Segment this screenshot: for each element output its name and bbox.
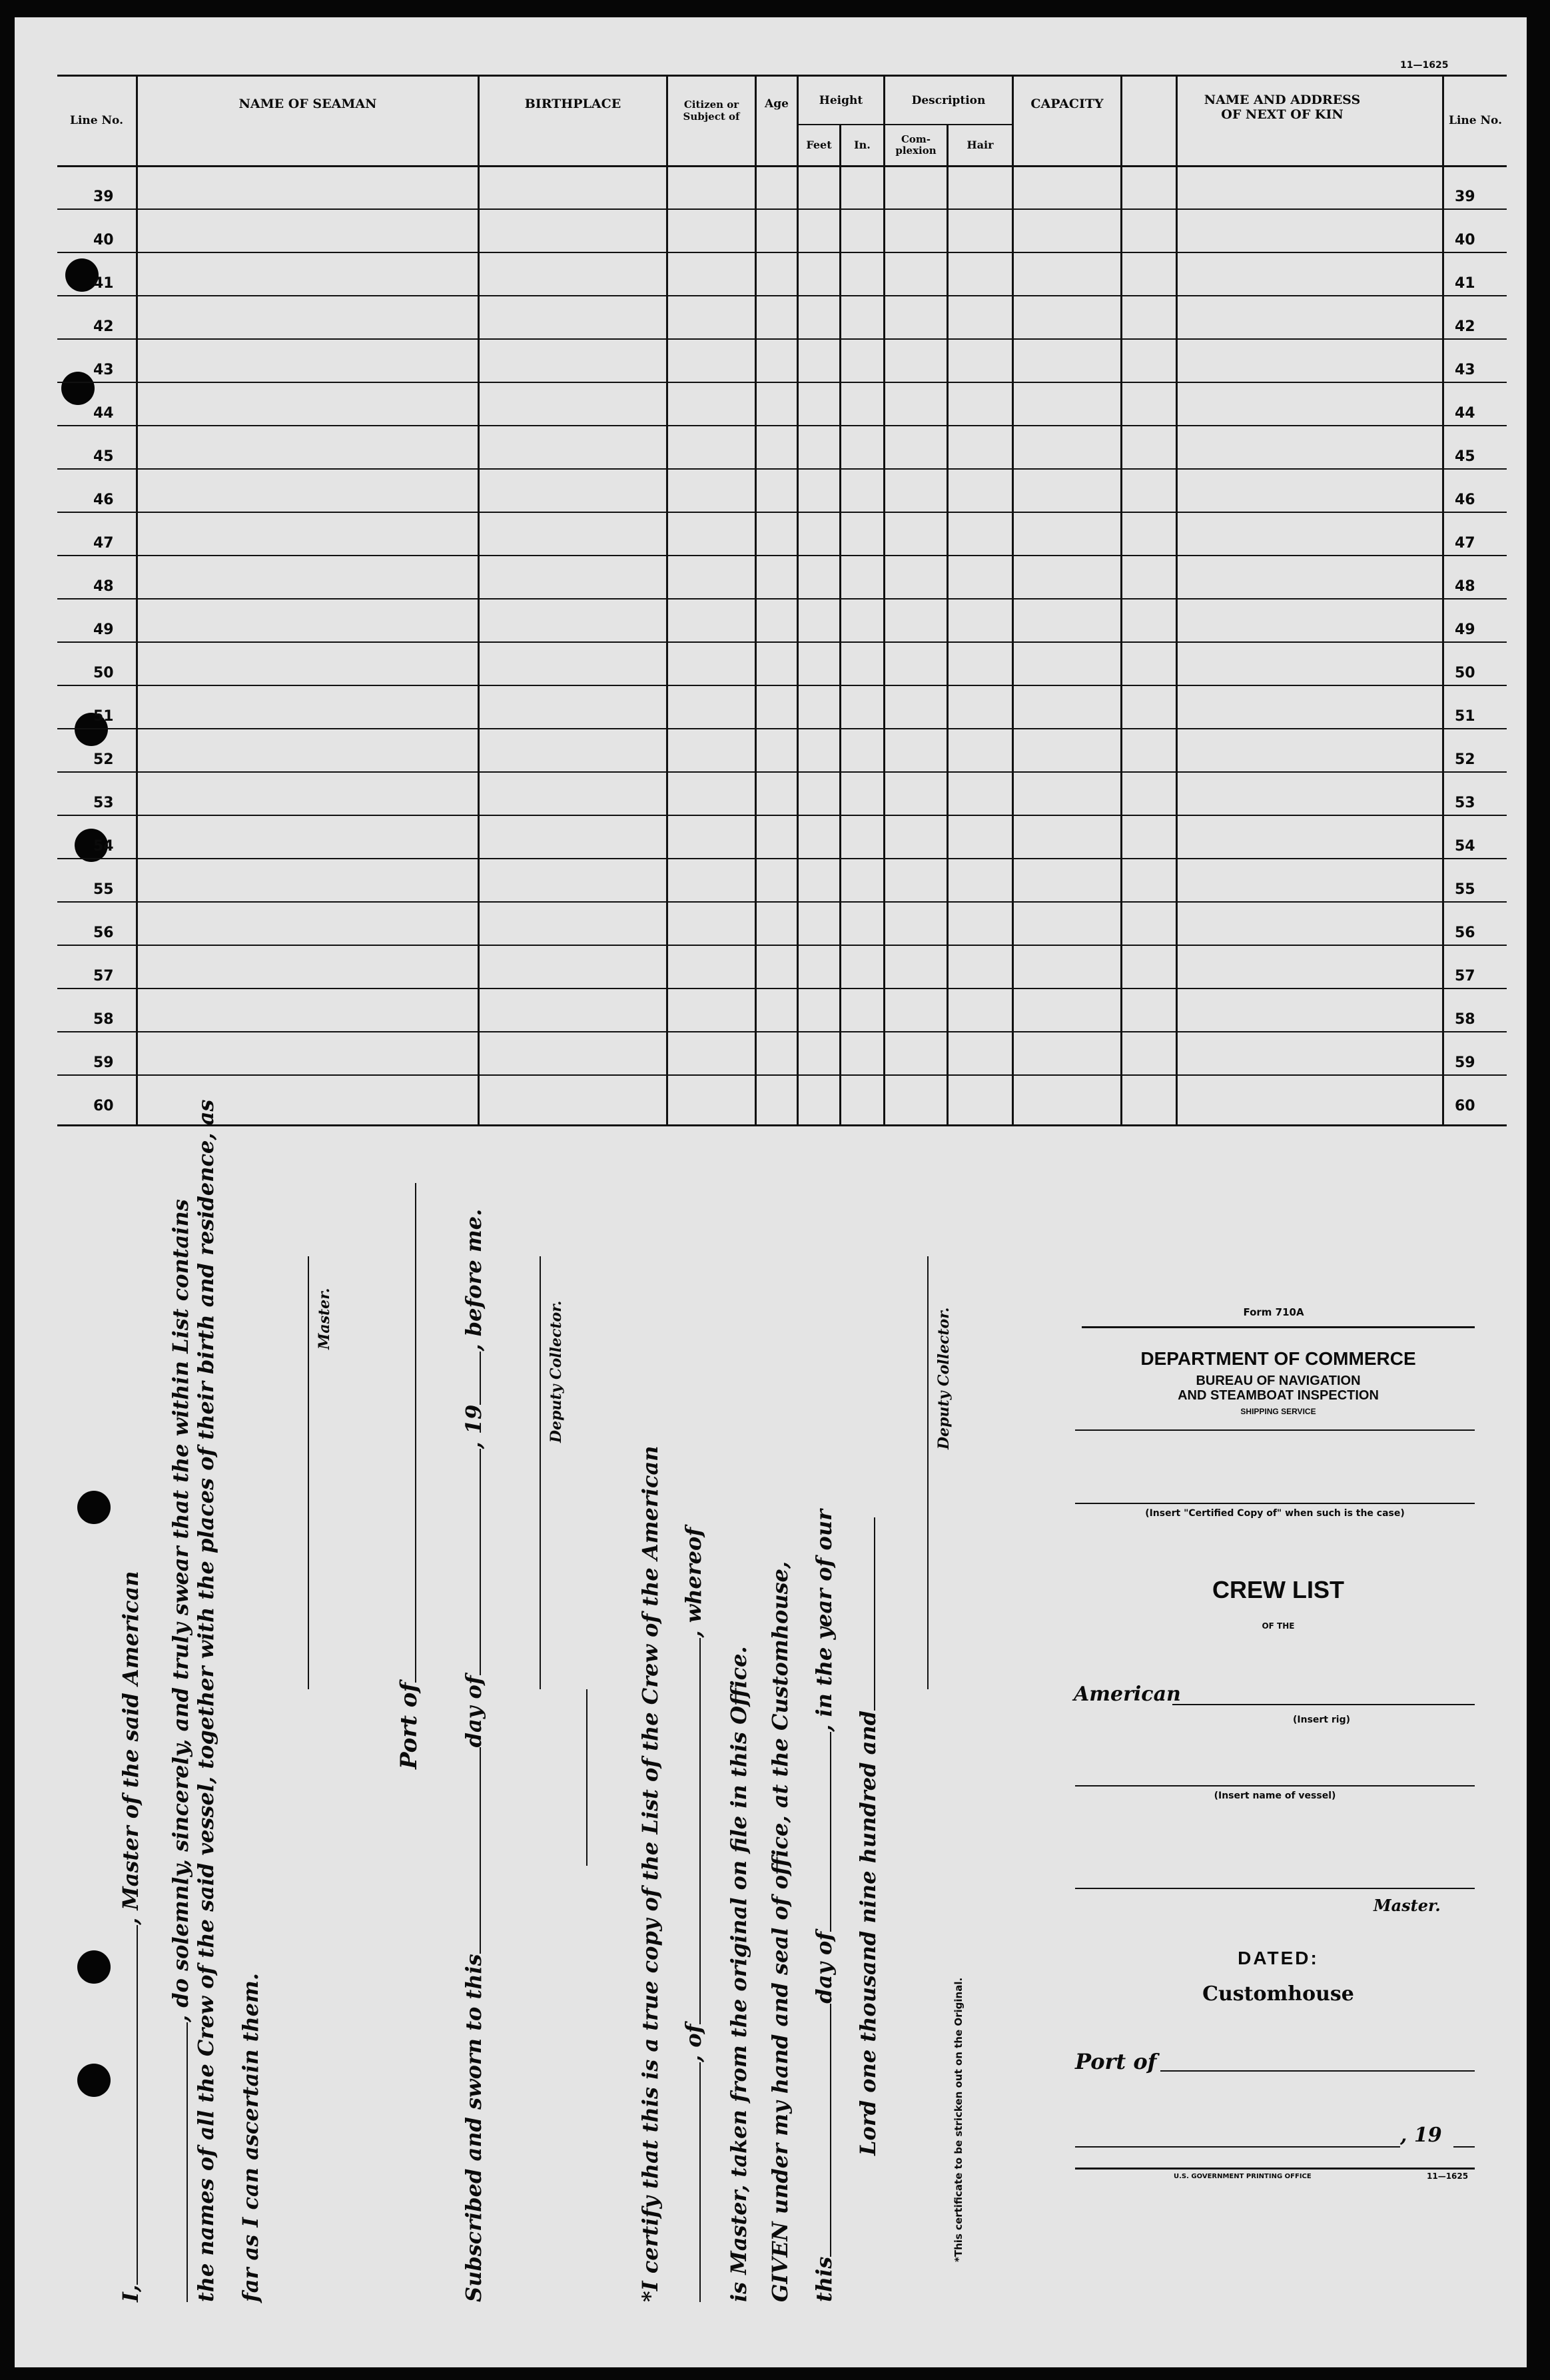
punch-hole xyxy=(77,1491,111,1524)
row-number-left: 45 xyxy=(93,448,114,465)
certificate-line-2: , of, whereof xyxy=(681,1527,706,2302)
row-number-left: 39 xyxy=(93,189,114,205)
row-number-right: 52 xyxy=(1455,751,1475,768)
row-number-right: 43 xyxy=(1455,362,1475,378)
row-number-right: 57 xyxy=(1455,968,1475,985)
row-rule xyxy=(57,338,1507,340)
row-number-left: 56 xyxy=(93,925,114,941)
row-number-right: 49 xyxy=(1455,621,1475,638)
bureau-line-2: AND STEAMBOAT INSPECTION xyxy=(1178,1388,1379,1403)
row-rule xyxy=(57,252,1507,253)
certificate-line-5: thisday of, in the year of our xyxy=(811,1509,837,2302)
subheader-rule xyxy=(799,124,883,125)
crew-list-form-page xyxy=(15,17,1527,2367)
oath-line-2: , do solemnly, sincerely, and truly swear that the within List contains xyxy=(168,1199,193,2302)
column-rule xyxy=(797,75,799,1124)
subheader-rule xyxy=(885,124,1012,125)
row-rule xyxy=(57,901,1507,903)
row-number-left: 44 xyxy=(93,405,114,422)
column-rule xyxy=(1120,75,1122,1124)
row-number-right: 42 xyxy=(1455,318,1475,335)
insert-name-note: (Insert name of vessel) xyxy=(1214,1790,1336,1801)
row-number-right: 55 xyxy=(1455,881,1475,898)
row-rule xyxy=(57,988,1507,989)
header-height: Height xyxy=(819,94,863,107)
column-rule xyxy=(947,124,949,1124)
row-rule xyxy=(57,295,1507,296)
row-rule xyxy=(57,468,1507,470)
header-citizen-subject-of: Citizen or Subject of xyxy=(683,99,740,123)
cover-rule-2 xyxy=(1075,1429,1475,1431)
row-number-right: 48 xyxy=(1455,578,1475,595)
row-number-left: 43 xyxy=(93,362,114,378)
oath-deputy-signature-line xyxy=(540,1256,541,1689)
bureau-line-1: BUREAU OF NAVIGATION xyxy=(1196,1374,1361,1388)
row-number-right: 39 xyxy=(1455,189,1475,205)
customhouse-label: Customhouse xyxy=(1202,1982,1354,2006)
row-number-left: 60 xyxy=(93,1098,114,1114)
cover-year-line xyxy=(1453,2146,1475,2148)
certificate-deputy-signature-line xyxy=(927,1256,929,1689)
row-rule xyxy=(57,815,1507,816)
row-number-left: 50 xyxy=(93,665,114,681)
row-rule xyxy=(57,641,1507,643)
oath-subscribed-line: Subscribed and sworn to thisday of, 19, before me. xyxy=(461,1208,486,2302)
row-rule xyxy=(57,598,1507,599)
row-number-left: 42 xyxy=(93,318,114,335)
insert-rig-note: (Insert rig) xyxy=(1293,1715,1350,1725)
punch-hole xyxy=(61,372,95,405)
header-birthplace: BIRTHPLACE xyxy=(524,97,621,111)
master-signature-line xyxy=(308,1256,309,1689)
column-rule xyxy=(1442,75,1444,1124)
header-next-of-kin: NAME AND ADDRESS OF NEXT OF KIN xyxy=(1204,93,1361,122)
cover-top-rule xyxy=(1082,1326,1475,1328)
cover-port-line xyxy=(1160,2070,1475,2072)
row-number-right: 46 xyxy=(1455,492,1475,508)
row-number-right: 53 xyxy=(1455,795,1475,811)
row-number-left: 53 xyxy=(93,795,114,811)
cover-port-of-label: Port of xyxy=(1075,2049,1157,2074)
column-rule xyxy=(839,124,841,1124)
row-rule xyxy=(57,771,1507,773)
table-top-rule xyxy=(57,75,1507,77)
certificate-line-6: Lord one thousand nine hundred and xyxy=(855,1517,881,2156)
column-rule xyxy=(755,75,757,1124)
row-rule xyxy=(57,425,1507,426)
certificate-line-1: *I certify that this is a true copy of the List of the Crew of the American xyxy=(637,1445,663,2302)
row-number-left: 47 xyxy=(93,535,114,552)
column-rule xyxy=(478,75,480,1124)
row-number-right: 56 xyxy=(1455,925,1475,941)
row-number-right: 54 xyxy=(1455,838,1475,855)
column-rule xyxy=(883,75,885,1124)
header-capacity: CAPACITY xyxy=(1030,97,1104,111)
oath-short-rule xyxy=(586,1689,587,1866)
row-number-right: 41 xyxy=(1455,275,1475,292)
row-number-left: 51 xyxy=(93,708,114,725)
oath-line-3: the names of all the Crew of the said vessel, together with the places of their birth and residence, as xyxy=(193,1099,218,2302)
header-line-no-right: Line No. xyxy=(1448,114,1502,127)
row-rule xyxy=(57,685,1507,686)
row-number-left: 54 xyxy=(93,838,114,855)
crew-list-title: CREW LIST xyxy=(1212,1576,1344,1603)
header-feet: Feet xyxy=(806,139,832,151)
row-rule xyxy=(57,555,1507,556)
row-number-left: 48 xyxy=(93,578,114,595)
column-rule xyxy=(1012,75,1014,1124)
of-the-label: OF THE xyxy=(1262,1621,1295,1631)
row-number-right: 50 xyxy=(1455,665,1475,681)
certificate-line-4: GIVEN under my hand and seal of office, at the Customhouse, xyxy=(767,1561,793,2302)
cover-bottom-rule xyxy=(1075,2168,1475,2170)
row-number-right: 58 xyxy=(1455,1011,1475,1028)
row-rule xyxy=(57,1074,1507,1076)
master-name-line xyxy=(1075,1888,1475,1889)
shipping-service: SHIPPING SERVICE xyxy=(1240,1407,1316,1416)
header-name-of-seaman: NAME OF SEAMAN xyxy=(238,97,377,111)
row-rule xyxy=(57,728,1507,729)
row-number-left: 41 xyxy=(93,275,114,292)
certificate-footnote: *This certificate to be stricken out on the Original. xyxy=(953,1977,965,2262)
row-number-right: 51 xyxy=(1455,708,1475,725)
row-rule xyxy=(57,208,1507,210)
punch-hole xyxy=(77,2064,111,2097)
printer-imprint: U.S. GOVERNMENT PRINTING OFFICE xyxy=(1174,2173,1312,2180)
header-inches: In. xyxy=(854,139,871,151)
row-number-right: 44 xyxy=(1455,405,1475,422)
row-number-left: 52 xyxy=(93,751,114,768)
vessel-name-line xyxy=(1075,1785,1475,1786)
american-label: American xyxy=(1074,1683,1181,1706)
rig-line xyxy=(1172,1704,1475,1705)
row-rule xyxy=(57,858,1507,859)
column-rule xyxy=(136,75,138,1124)
header-complexion: Com-plexion xyxy=(895,133,937,157)
header-description: Description xyxy=(911,94,986,107)
punch-hole xyxy=(77,1950,111,1984)
certificate-deputy-label: Deputy Collector. xyxy=(935,1307,953,1449)
row-number-left: 55 xyxy=(93,881,114,898)
column-rule xyxy=(666,75,668,1124)
form-number: Form 710A xyxy=(1243,1306,1304,1318)
row-number-left: 46 xyxy=(93,492,114,508)
header-line-no: Line No. xyxy=(69,114,123,127)
header-age: Age xyxy=(765,97,789,111)
cover-year-prefix: , 19 xyxy=(1400,2124,1442,2147)
row-number-right: 60 xyxy=(1455,1098,1475,1114)
certificate-line-3: is Master, taken from the original on file in this Office. xyxy=(726,1646,751,2302)
cover-date-line xyxy=(1075,2146,1400,2148)
row-number-right: 45 xyxy=(1455,448,1475,465)
row-number-right: 59 xyxy=(1455,1054,1475,1071)
header-bottom-rule xyxy=(57,165,1507,167)
row-number-left: 58 xyxy=(93,1011,114,1028)
column-rule xyxy=(1176,75,1178,1124)
row-number-left: 49 xyxy=(93,621,114,638)
department-title: DEPARTMENT OF COMMERCE xyxy=(1140,1348,1416,1369)
table-bottom-rule xyxy=(57,1124,1507,1126)
certified-copy-line xyxy=(1075,1503,1475,1504)
master-label: Master. xyxy=(316,1288,333,1350)
oath-port-of: Port of xyxy=(396,1183,422,1769)
oath-line-1: I,, Master of the said American xyxy=(118,1571,143,2302)
row-rule xyxy=(57,512,1507,513)
form-code-top: 11—1625 xyxy=(1400,60,1449,71)
cover-form-code: 11—1625 xyxy=(1427,2172,1469,2181)
oath-deputy-label: Deputy Collector. xyxy=(548,1300,565,1443)
oath-line-4: far as I can ascertain them. xyxy=(238,1972,263,2302)
row-rule xyxy=(57,945,1507,946)
row-number-left: 40 xyxy=(93,232,114,248)
certified-copy-note: (Insert "Certified Copy of" when such is the case) xyxy=(1145,1508,1405,1519)
row-number-left: 59 xyxy=(93,1054,114,1071)
row-number-left: 57 xyxy=(93,968,114,985)
row-rule xyxy=(57,1031,1507,1032)
row-number-right: 47 xyxy=(1455,535,1475,552)
row-number-right: 40 xyxy=(1455,232,1475,248)
header-hair: Hair xyxy=(967,139,994,151)
dated-label: DATED: xyxy=(1238,1948,1319,1968)
cover-master-label: Master. xyxy=(1373,1896,1441,1915)
row-rule xyxy=(57,382,1507,383)
